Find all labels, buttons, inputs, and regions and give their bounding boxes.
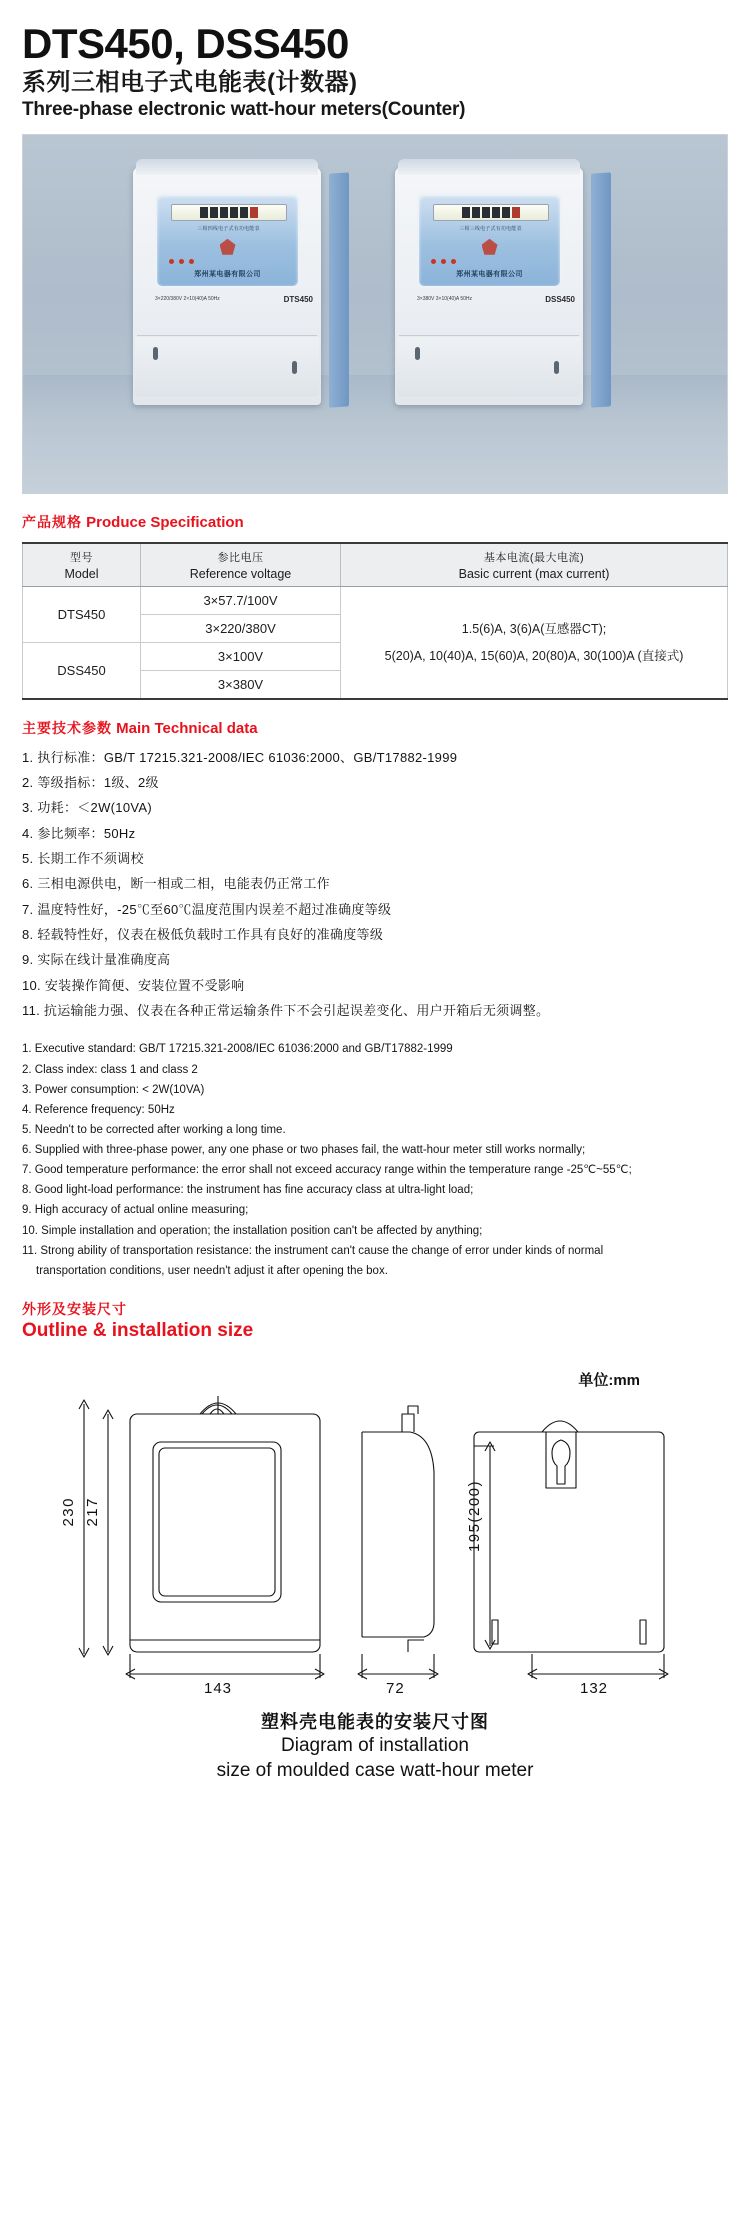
cell-voltage: 3×380V (141, 671, 341, 699)
meter-model-text: DTS450 (283, 294, 313, 304)
meter-top-cap (398, 159, 580, 175)
phase-indicator-leds (431, 259, 456, 264)
list-item: 5. 长期工作不须调校 (22, 851, 144, 867)
section-heading-technical-data (22, 720, 728, 739)
meter-brand-text: 郑州某电器有限公司 (456, 270, 523, 278)
phase-indicator-leds (169, 259, 194, 264)
meter-terminal-cover (397, 337, 581, 397)
tech-heading-en: Main Technical data (116, 719, 258, 737)
section-heading-outline (22, 1301, 728, 1343)
unit-label: 单位:mm (578, 1372, 640, 1390)
column-header-voltage-cn: 参比电压 (217, 552, 264, 565)
meter-faceplate-label: 三相四线电子式有功电能表 (197, 225, 260, 232)
meter-body (395, 167, 583, 405)
table-header-row (23, 543, 728, 587)
caption-english-line2: size of moulded case watt-hour meter (216, 1759, 534, 1781)
meter-spec-text: 3×220/380V 2×10(40)A 50Hz (155, 295, 220, 302)
meter-faceplate (417, 193, 562, 288)
list-item: 5. Needn't to be corrected after working a long time. (22, 1123, 286, 1136)
meter-register-display (171, 204, 287, 221)
meter-cover-seam (137, 335, 317, 336)
cell-model-dts450: DTS450 (23, 587, 141, 643)
caption-english-line1: Diagram of installation (281, 1735, 469, 1757)
section-heading-specification (22, 514, 728, 533)
column-header-current (341, 543, 728, 587)
cell-basic-current (341, 587, 728, 699)
photo-floor (23, 375, 727, 493)
meter-unit-dss450 (395, 167, 595, 405)
tech-heading-cn: 主要技术参数 (22, 719, 112, 736)
list-item: 6. Supplied with three-phase power, any one phase or two phases fail, the watt-hour meter still works normally; (22, 1144, 586, 1157)
dimension-back-width: 132 (580, 1680, 609, 1698)
subtitle-english: Three-phase electronic watt-hour meters(Counter) (22, 98, 466, 120)
specification-table (22, 542, 728, 700)
spec-heading-en: Produce Specification (86, 513, 244, 531)
list-item (22, 1261, 728, 1281)
dimension-front-height-outer: 230 (60, 1497, 77, 1527)
list-item: 4. Reference frequency: 50Hz (22, 1103, 175, 1116)
list-item: 6. 三相电源供电，断一相或二相，电能表仍正常工作 (22, 876, 330, 892)
cell-voltage: 3×220/380V (141, 615, 341, 643)
cell-voltage: 3×100V (141, 643, 341, 671)
column-header-model-cn: 型号 (70, 552, 93, 565)
cover-screw-icon (153, 347, 158, 360)
list-item: 2. Class index: class 1 and class 2 (22, 1063, 198, 1076)
meter-model-text: DSS450 (545, 294, 575, 304)
brand-logo-icon (220, 239, 236, 255)
meter-top-cap (136, 159, 318, 175)
caption-chinese: 塑料壳电能表的安装尺寸图 (261, 1712, 489, 1733)
list-item: 2. 等级指标：1级、2级 (22, 775, 159, 791)
page-title: DTS450, DSS450 (22, 20, 349, 67)
list-item: 3. Power consumption: < 2W(10VA) (22, 1083, 205, 1096)
list-item: 4. 参比频率：50Hz (22, 825, 136, 841)
dimension-front-width: 143 (204, 1680, 233, 1698)
product-photo (22, 134, 728, 494)
title-block (22, 0, 728, 122)
column-header-model-en: Model (64, 567, 99, 582)
list-item: 8. Good light-load performance: the instrument has fine accuracy class at ultra-light load; (22, 1184, 474, 1197)
list-item: 7. Good temperature performance: the error shall not exceed accuracy range within the temperature range -25℃~55℃; (22, 1164, 632, 1177)
meter-side-panel (591, 172, 611, 407)
cover-screw-icon (554, 361, 559, 374)
list-item: 1. Executive standard: GB/T 17215.321-2008/IEC 61036:2000 and GB/T17882-1999 (22, 1043, 453, 1056)
column-header-current-en: Basic current (max current) (458, 567, 610, 582)
dimension-back-height: 195(200) (466, 1480, 483, 1553)
list-item: 11. 抗运输能力强、仪表在各种正常运输条件下不会引起误差变化、用户开箱后无须调整。 (22, 1003, 550, 1019)
list-item: 9. High accuracy of actual online measuring; (22, 1204, 249, 1217)
list-item-continuation: transportation conditions, user needn't adjust it after opening the box. (36, 1264, 388, 1277)
column-header-voltage-en: Reference voltage (189, 567, 292, 582)
outline-heading-en: Outline & installation size (22, 1320, 254, 1342)
meter-brand-text: 郑州某电器有限公司 (194, 270, 261, 278)
cell-voltage: 3×57.7/100V (141, 587, 341, 615)
list-item: 10. 安装操作简便、安装位置不受影响 (22, 977, 245, 993)
meter-unit-dts450 (133, 167, 333, 405)
list-item: 8. 轻载特性好，仪表在极低负载时工作具有良好的准确度等级 (22, 927, 384, 943)
dimension-drawings (22, 1392, 728, 1698)
subtitle-chinese: 系列三相电子式电能表(计数器) (22, 69, 358, 97)
drawing-svg (22, 1392, 728, 1692)
meter-body (133, 167, 321, 405)
spec-heading-cn: 产品规格 (22, 513, 82, 530)
current-line-2: 5(20)A, 10(40)A, 15(60)A, 20(80)A, 30(100)A (直接式) (384, 648, 684, 663)
meter-cover-seam (399, 335, 579, 336)
cover-screw-icon (415, 347, 420, 360)
meter-spec-text: 3×380V 3×10(40)A 50Hz (417, 295, 473, 302)
column-header-voltage (141, 543, 341, 587)
list-item: 11. Strong ability of transportation resistance: the instrument can't cause the change of error under kinds of normal (22, 1244, 604, 1257)
list-item: 10. Simple installation and operation; the installation position can't be affected by anything; (22, 1224, 483, 1237)
brand-logo-icon (482, 239, 498, 255)
meter-terminal-cover (135, 337, 319, 397)
meter-side-panel (329, 172, 349, 407)
outline-heading-cn: 外形及安装尺寸 (22, 1300, 127, 1317)
cover-screw-icon (292, 361, 297, 374)
meter-faceplate-label: 三相三线电子式有功电能表 (459, 225, 522, 232)
meter-register-display (433, 204, 549, 221)
list-item: 3. 功耗：＜2W(10VA) (22, 800, 152, 816)
list-item: 1. 执行标准：GB/T 17215.321-2008/IEC 61036:2000、GB/T17882-1999 (22, 749, 458, 765)
dimension-front-height-inner: 217 (84, 1497, 101, 1527)
dimension-side-width: 72 (386, 1680, 405, 1698)
column-header-model (23, 543, 141, 587)
list-item: 9. 实际在线计量准确度高 (22, 952, 171, 968)
drawing-caption (22, 1708, 728, 1783)
column-header-current-cn: 基本电流(最大电流) (483, 552, 585, 565)
technical-data-list-english (22, 1039, 728, 1281)
cell-model-dss450: DSS450 (23, 643, 141, 699)
list-item: 7. 温度特性好，-25℃至60℃温度范围内误差不超过准确度等级 (22, 901, 392, 917)
current-line-1: 1.5(6)A, 3(6)A(互感器CT); (461, 622, 607, 637)
meter-faceplate (155, 193, 300, 288)
technical-data-list-chinese (22, 745, 728, 1024)
table-row (23, 587, 728, 615)
